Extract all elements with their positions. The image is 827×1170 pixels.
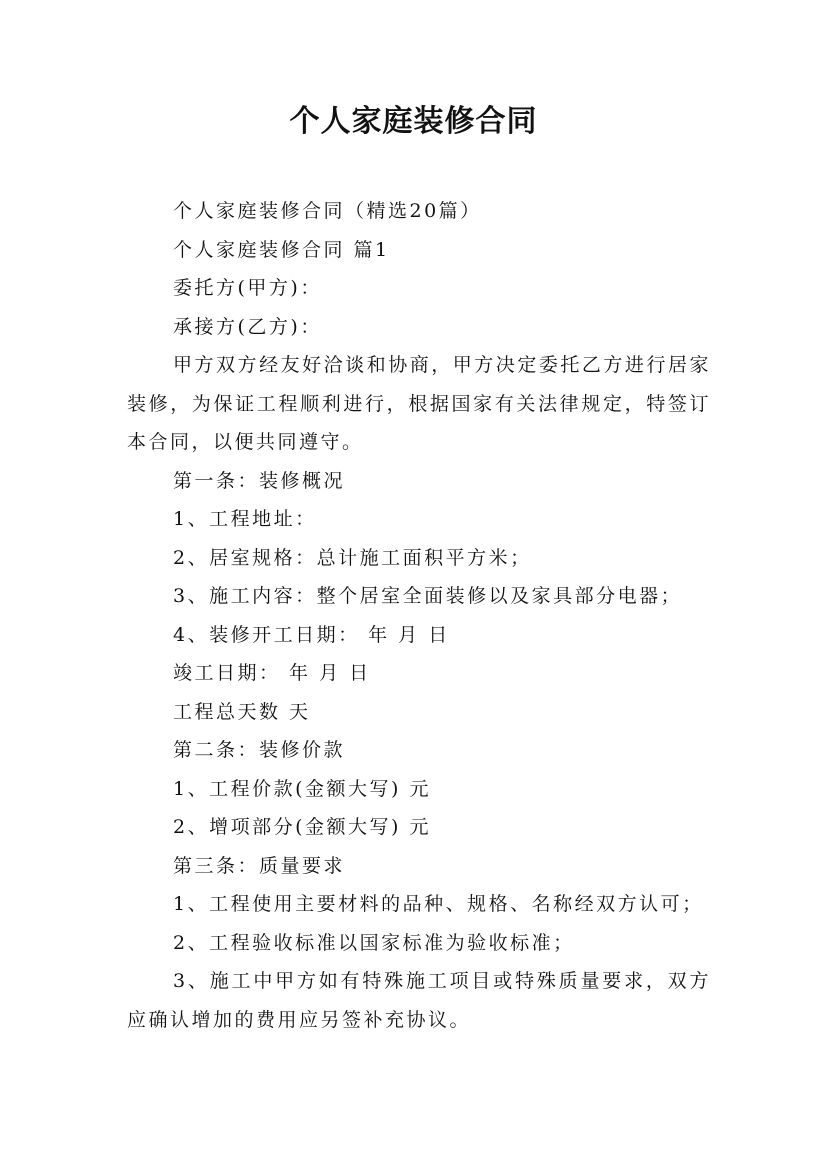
paragraph-article-3: 第三条：质量要求	[173, 854, 346, 877]
paragraph-article-2: 第二条：装修价款	[173, 739, 346, 761]
paragraph-item: 2、增项部分(金额大写) 元	[173, 816, 431, 838]
paragraph-party-a: 委托方(甲方)：	[173, 277, 322, 299]
paragraph-item: 1、工程价款(金额大写) 元	[173, 777, 431, 800]
paragraph-item: 工程总天数 天	[173, 700, 311, 723]
paragraph-heading: 个人家庭装修合同（精选20篇）	[173, 200, 482, 222]
paragraph-chapter: 个人家庭装修合同 篇1	[173, 238, 390, 261]
paragraph-item: 竣工日期： 年 月 日	[173, 662, 371, 684]
paragraph-item: 1、工程使用主要材料的品种、规格、名称经双方认可；	[173, 893, 704, 915]
document-body	[127, 192, 711, 1039]
paragraph-item: 2、居室规格：总计施工面积平方米；	[173, 546, 532, 569]
paragraph-item: 2、工程验收标准以国家标准为验收标准；	[173, 931, 575, 954]
paragraph-party-b: 承接方(乙方)：	[173, 315, 322, 338]
paragraph-preamble: 甲方双方经友好洽谈和协商，甲方决定委托乙方进行居家装修，为保证工程顺利进行，根据国家有关法律规定，特签订本合同，以便共同遵守。	[127, 354, 711, 453]
paragraph-article-1: 第一条：装修概况	[173, 469, 346, 492]
document-title: 个人家庭装修合同	[289, 104, 538, 139]
paragraph-item: 4、装修开工日期： 年 月 日	[173, 623, 450, 646]
paragraph-item: 1、工程地址：	[173, 508, 317, 530]
paragraph-item: 3、施工内容：整个居室全面装修以及家具部分电器；	[173, 585, 683, 607]
paragraph-item: 3、施工中甲方如有特殊施工项目或特殊质量要求，双方应确认增加的费用应另签补充协议。	[127, 970, 711, 1031]
